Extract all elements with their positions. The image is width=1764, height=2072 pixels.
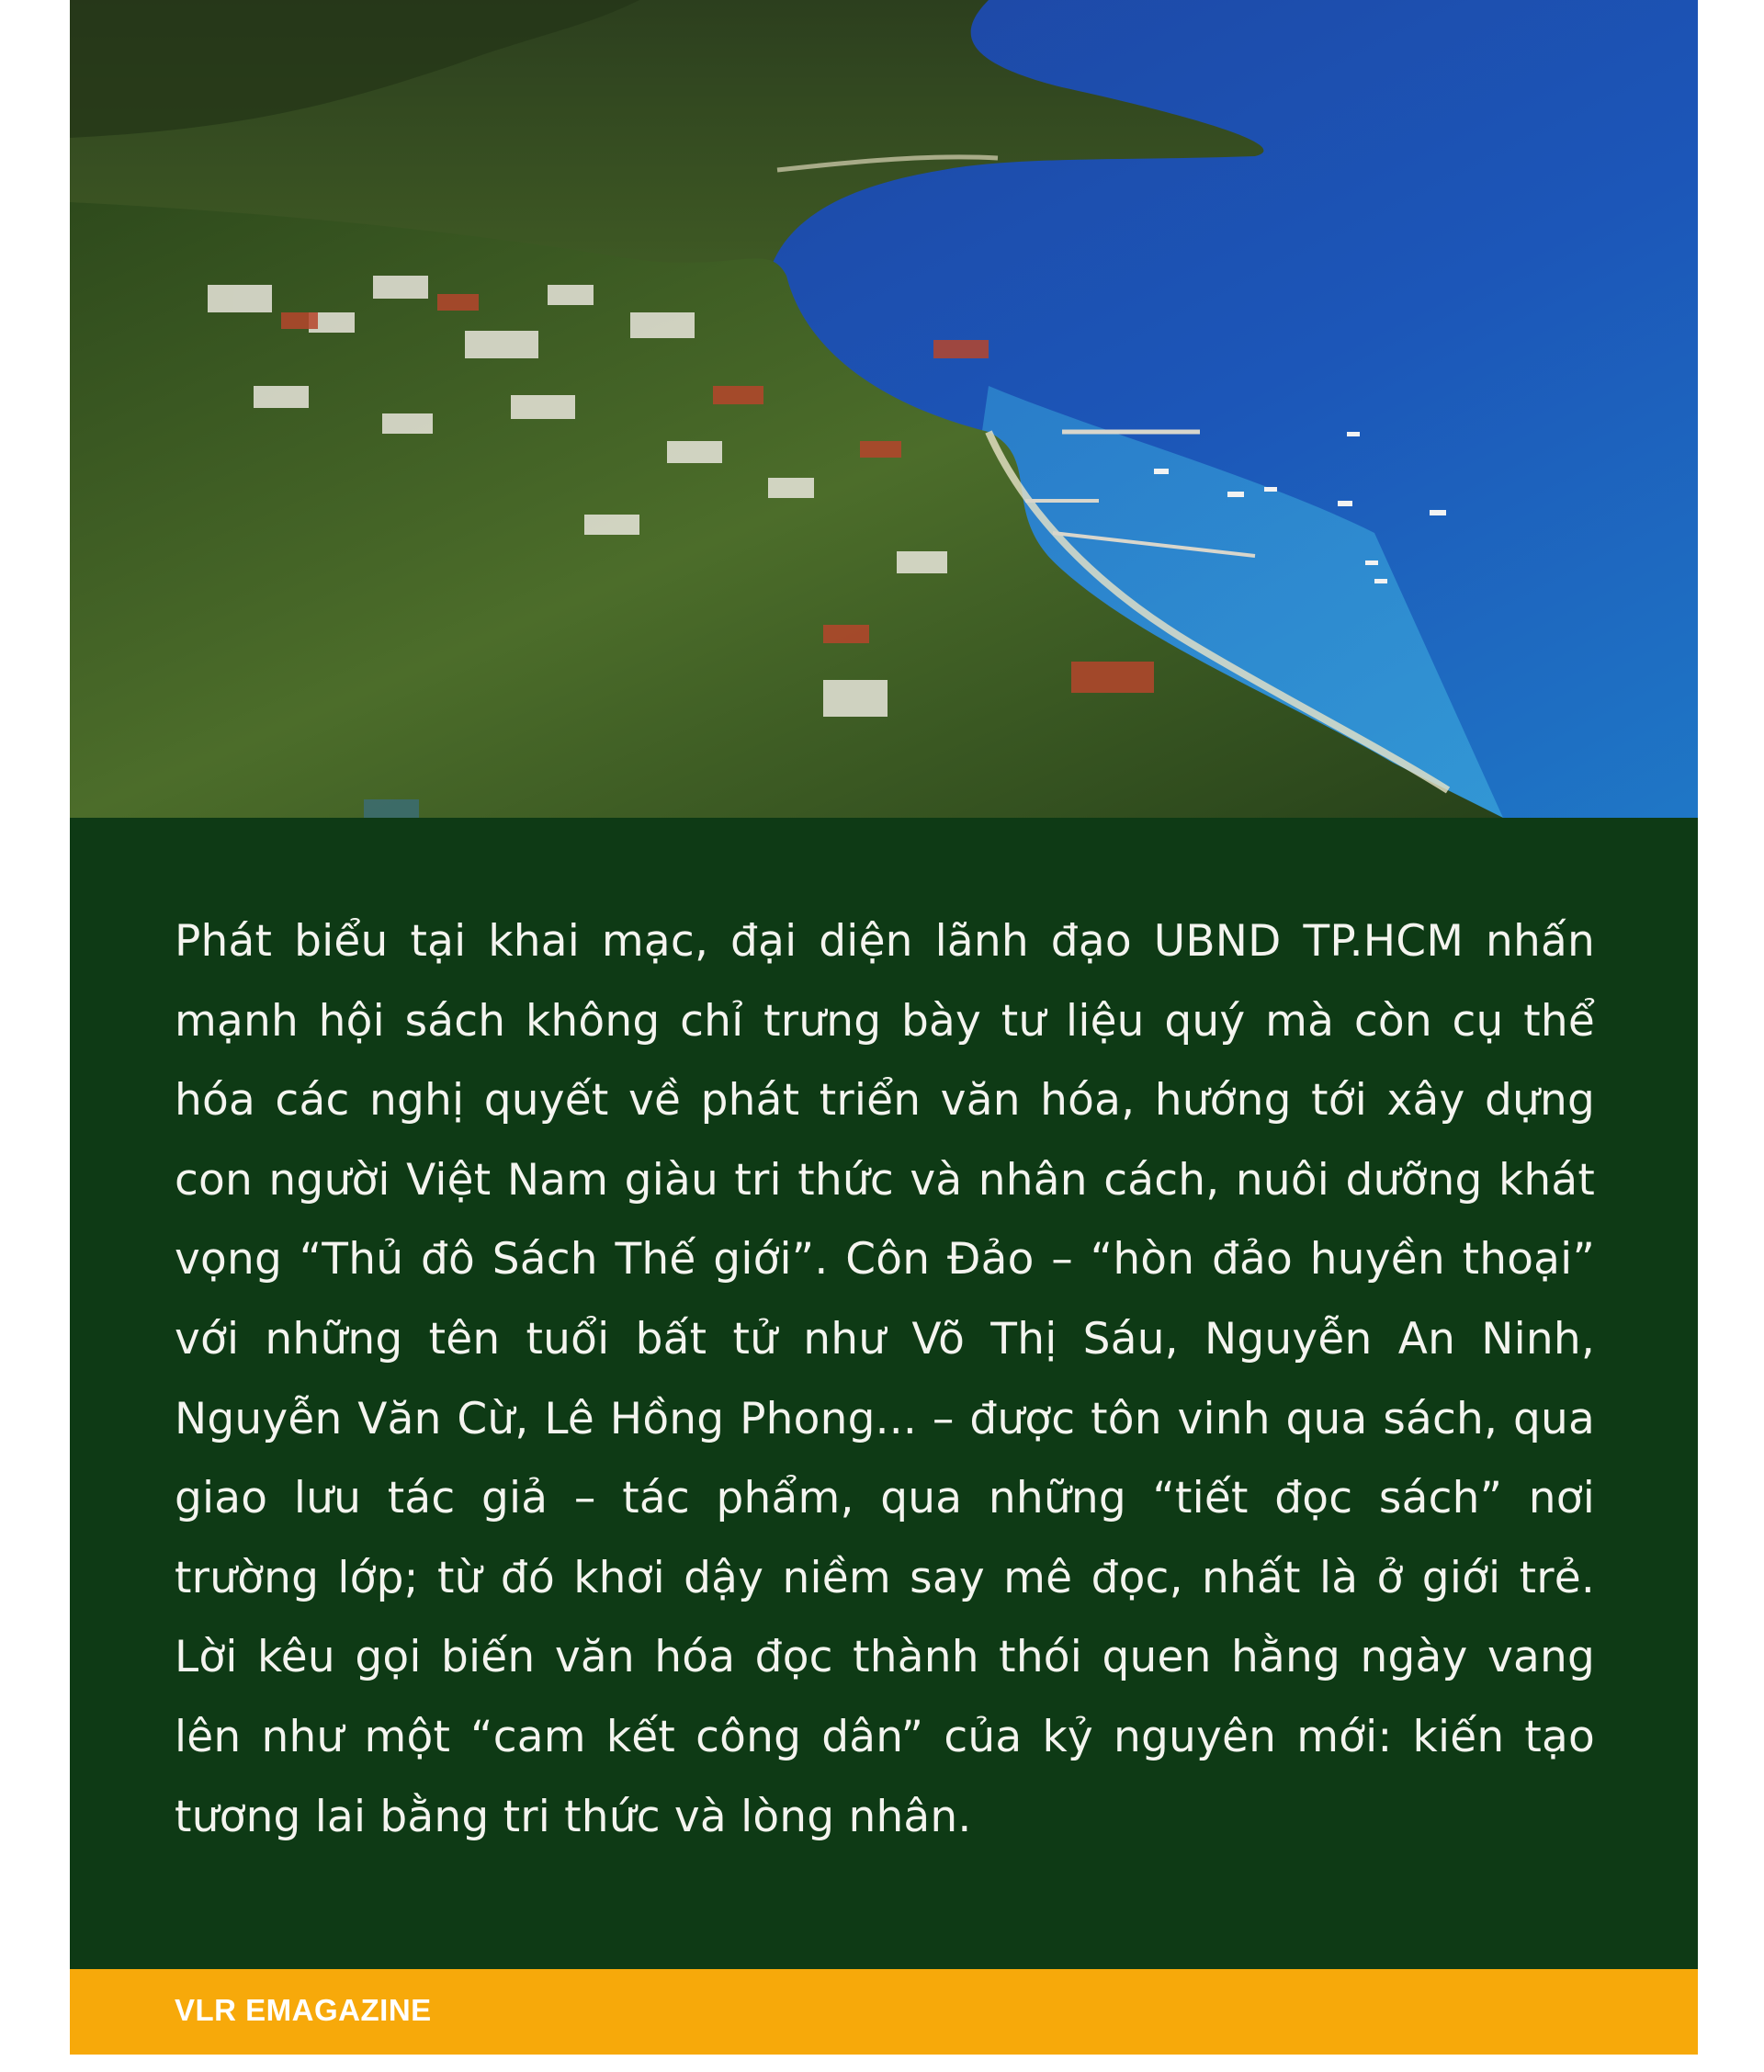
article-body: Phát biểu tại khai mạc, đại diện lãnh đạo UBND TP.HCM nhấn mạnh hội sách không chỉ trưng bày tư liệu quý mà còn cụ thể hóa các nghị quyết về phát triển văn hóa, hướng tới xây dựng con người Việt Nam giàu tri thức và nhân cách, nuôi dưỡng khát vọng “Thủ đô Sách Thế giới”. Côn Đảo – “hòn đảo huyền thoại” với những tên tuổi bất tử như Võ Thị Sáu, Nguyễn An Ninh, Nguyễn Văn Cừ, Lê Hồng Phong... – được tôn vinh qua sách, qua giao lưu tác giả – tác phẩm, qua những “tiết đọc sách” nơi trường lớp; từ đó khơi dậy niềm say mê đọc, nhất là ở giới trẻ. Lời kêu gọi biến văn hóa đọc thành thói quen hằng ngày vang lên như một “cam kết công dân” của kỷ nguyên mới: kiến tạo tương lai bằng tri thức và lòng nhân. [175,916,1595,1842]
header-photo [70,0,1698,818]
footer-brand-label: VLR EMAGAZINE [175,1993,432,2027]
footer-bar [70,1969,1698,2055]
article-panel [70,818,1698,1969]
coastal-town-aerial-photo [70,0,1698,818]
